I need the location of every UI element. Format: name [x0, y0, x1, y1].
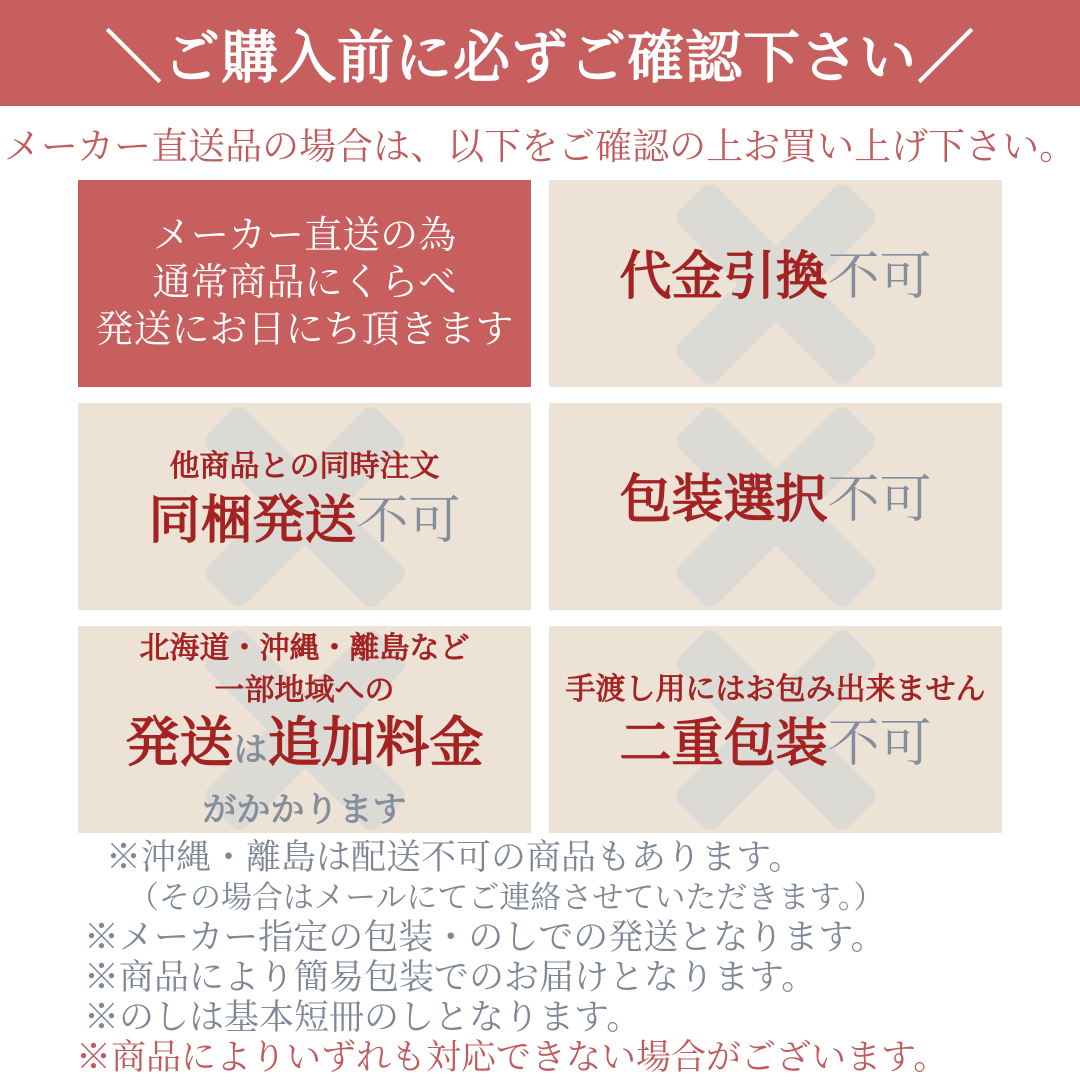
shipping-time-line-1: メーカー直送の為: [152, 215, 457, 257]
note-line-noshi: ※のしは基本短冊のしとなります。: [84, 998, 642, 1037]
note-line-not-supported: ※商品によりいずれも対応できない場合がございます。: [76, 1038, 949, 1077]
header-banner: [0, 0, 1080, 106]
shipping-time-text: [95, 213, 513, 354]
note-line-maker-wrapping: ※メーカー指定の包装・のしでの発送となります。: [84, 918, 886, 957]
double-wrapping-text: [566, 669, 986, 790]
shipping-time-line-2: 通常商品にくらべ: [152, 262, 457, 304]
bundle-label: 同梱発送: [148, 492, 357, 550]
remote-area-note-1: 北海道・沖縄・離島など: [139, 631, 470, 665]
notice-box-wrapping-choice: [549, 403, 1002, 610]
wrapping-choice-label: 包装選択: [619, 471, 828, 529]
double-wrapping-suffix: 不可: [827, 715, 932, 773]
notice-box-double-wrapping: [549, 626, 1002, 833]
shipping-time-line-3: 発送にお日にち頂きます: [95, 309, 514, 351]
bundle-suffix: 不可: [356, 492, 461, 550]
footer-notes: [76, 838, 1066, 1078]
cod-suffix: 不可: [827, 248, 932, 306]
notice-box-bundle: [78, 403, 531, 610]
cod-label: 代金引換: [619, 248, 828, 306]
subtitle: メーカー直送品の場合は、以下をご確認の上お買い上げ下さい。: [3, 126, 1077, 167]
notice-box-remote-area-fee: [78, 626, 531, 833]
notice-box-shipping-time: [78, 180, 531, 387]
double-wrapping-label: 二重包装: [619, 715, 828, 773]
double-wrapping-note: 手渡し用にはお包み出来ません: [565, 673, 986, 706]
note-line-email-contact: （その場合はメールにてご連絡させていただきます。）: [128, 880, 885, 915]
remote-area-note-2: 一部地域への: [214, 673, 395, 707]
cod-text: [619, 244, 931, 323]
wrapping-choice-text: [619, 467, 931, 546]
bundle-text: [148, 446, 460, 567]
remote-area-tail: がかかります: [202, 790, 407, 829]
remote-area-particle: は: [233, 730, 268, 769]
note-line-okinawa: ※沖縄・離島は配送不可の商品もあります。: [106, 838, 804, 877]
remote-area-text: [126, 628, 484, 832]
bundle-note: 他商品との同時注文: [169, 450, 440, 483]
page-title: ＼ご購入前に必ずご確認下さい／: [105, 26, 975, 90]
wrapping-choice-suffix: 不可: [827, 471, 932, 529]
notice-grid: [78, 180, 1002, 833]
remote-area-label-shipping: 発送: [125, 712, 234, 773]
notice-box-cod: [549, 180, 1002, 387]
note-line-simple-wrapping: ※商品により簡易包装でのお届けとなります。: [84, 958, 817, 997]
remote-area-label-fee: 追加料金: [267, 712, 484, 773]
